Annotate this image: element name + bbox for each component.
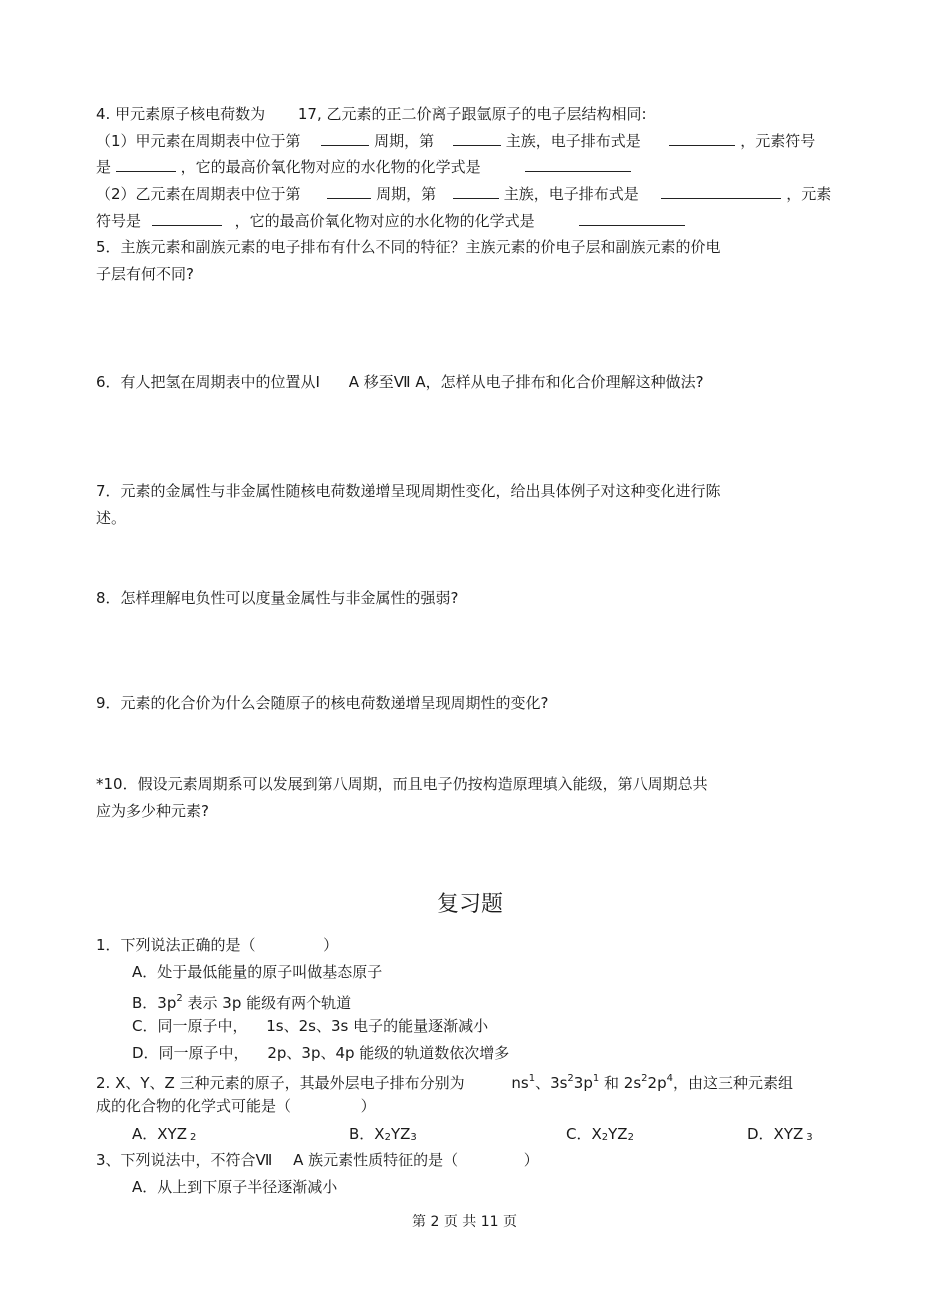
r2-formula-3-a: 和 2s [599, 1074, 642, 1092]
r2-stem-line2 [96, 1096, 376, 1116]
r1-option-d-a: D．同一原子中， [132, 1044, 249, 1062]
q4-part1-line2 [96, 157, 631, 177]
r2-option-c-sub2: 2 [627, 1132, 634, 1143]
r1-paren-close: ） [323, 936, 339, 954]
r3-close: ） [523, 1151, 539, 1169]
r2-formula-2-a: 、3s [535, 1074, 568, 1092]
q4-stem-number: 17, [297, 105, 322, 123]
r2-option-d-sub: 3 [806, 1132, 813, 1143]
answer-paren-space[interactable] [296, 1097, 356, 1111]
r2-formula-2-b: 3p [573, 1074, 593, 1092]
answer-blank[interactable] [327, 184, 371, 199]
answer-blank[interactable] [116, 157, 176, 172]
r2-option-b [349, 1124, 417, 1148]
r2-option-c-text-b: YZ [608, 1125, 628, 1143]
r1-option-d [132, 1043, 509, 1063]
answer-blank[interactable] [579, 211, 685, 226]
q4-p2-text-e: 符号是 [96, 212, 142, 230]
r2-formula-2-sup2: 1 [592, 1073, 600, 1084]
r1-option-b-post: 表示 3p 能级有两个轨道 [182, 994, 352, 1012]
answer-blank[interactable] [525, 157, 631, 172]
r2-formula-3 [599, 1074, 673, 1092]
r2-option-a [132, 1124, 196, 1148]
answer-blank[interactable] [152, 211, 222, 226]
r1-option-b-pre: B．3p [132, 994, 177, 1012]
r1-stem-text: 1．下列说法正确的是（ [96, 936, 256, 954]
r1-option-c-a: C．同一原子中， [132, 1017, 248, 1035]
q5-line2: 子层有何不同? [96, 265, 194, 283]
answer-blank[interactable] [453, 131, 501, 146]
r1-option-b [132, 989, 351, 1013]
r2-formula-1-sup: 1 [528, 1073, 536, 1084]
q4-p2-text-a: （2）乙元素在周期表中位于第 [96, 185, 301, 203]
r3-stem-text-a: 3、下列说法中，不符合Ⅶ [96, 1151, 273, 1169]
answer-blank[interactable] [669, 131, 735, 146]
q6-text-a: 6．有人把氢在周期表中的位置从Ⅰ [96, 373, 320, 391]
r2-option-b-sub1: 2 [384, 1132, 391, 1143]
r2-stem-line1 [96, 1069, 793, 1093]
answer-paren-space[interactable] [463, 1151, 519, 1165]
answer-blank[interactable] [453, 184, 499, 199]
q4-part2-line1 [96, 184, 831, 204]
r2-formula-3-sup2: 4 [666, 1073, 673, 1084]
page-footer [412, 1212, 517, 1232]
r3-stem [96, 1150, 539, 1170]
r2-option-a-sub: 2 [189, 1132, 197, 1143]
r2-formula-2-sup1: 2 [567, 1073, 574, 1084]
footer-text-a: 第 [412, 1214, 426, 1230]
q8-text: 8．怎样理解电负性可以度量金属性与非金属性的强弱? [96, 589, 459, 607]
r2-formula-1: ns [511, 1074, 529, 1092]
r2-option-c-text-a: C．X [566, 1125, 602, 1143]
answer-blank[interactable] [661, 184, 781, 199]
r1-stem [96, 935, 338, 955]
r1-option-c [132, 1016, 488, 1036]
q10-line1: *10．假设元素周期系可以发展到第八周期，而且电子仍按构造原理填入能级，第八周期总共 [96, 775, 708, 793]
q4-p2-text-d: ，元素 [786, 185, 832, 203]
q4-p1-text-c: 主族，电子排布式是 [505, 132, 641, 150]
r2-formula-2 [535, 1074, 599, 1092]
q4-p1-text-a: （1）甲元素在周期表中位于第 [96, 132, 301, 150]
r2-option-d-text: D．XYZ [747, 1125, 804, 1143]
r2-option-d [747, 1124, 813, 1148]
r2-option-b-sub2: 3 [410, 1132, 417, 1143]
footer-total-pages: 11 [480, 1214, 499, 1230]
r2-line2-close: ） [360, 1097, 376, 1115]
q4-p2-text-c: 主族，电子排布式是 [503, 185, 639, 203]
r3-stem-text-b: A 族元素性质特征的是（ [293, 1151, 459, 1169]
r2-line2-text: 成的化合物的化学式可能是（ [96, 1097, 292, 1115]
r1-option-c-b: 1s、2s、3s 电子的能量逐渐减小 [266, 1017, 489, 1035]
answer-blank[interactable] [321, 131, 369, 146]
q7-line1: 7．元素的金属性与非金属性随核电荷数递增呈现周期性变化，给出具体例子对这种变化进行陈 [96, 482, 721, 500]
footer-text-c: 页 [503, 1214, 518, 1230]
q9-text: 9．元素的化合价为什么会随原子的核电荷数递增呈现周期性的变化? [96, 694, 549, 712]
r2-option-c-sub1: 2 [601, 1132, 609, 1143]
r1-option-a: A．处于最低能量的原子叫做基态原子 [132, 963, 383, 981]
r1-option-b-sup: 2 [176, 993, 183, 1004]
q10-line2: 应为多少种元素? [96, 802, 209, 820]
footer-text-b: 页 共 [443, 1214, 477, 1230]
r1-option-d-b: 2p、3p、4p 能级的轨道数依次增多 [267, 1044, 510, 1062]
q4-stem-text-a: 4. 甲元素原子核电荷数为 [96, 105, 266, 123]
r2-stem-text-b: ，由这三种元素组 [672, 1074, 793, 1092]
review-section-title: 复习题 [437, 892, 504, 917]
q4-p1-text-e: 是 [96, 158, 112, 176]
footer-page-number: 2 [430, 1214, 440, 1230]
r2-option-c [566, 1124, 634, 1148]
q4-p1-text-f: ，它的最高价氧化物对应的水化物的化学式是 [180, 158, 481, 176]
q4-p1-text-b: 周期，第 [374, 132, 435, 150]
r2-option-a-text: A．XYZ [132, 1125, 187, 1143]
q7-line2: 述。 [96, 509, 127, 527]
q4-p1-text-d: ，元素符号 [740, 132, 816, 150]
q4-p2-text-f: ，它的最高价氧化物对应的水化物的化学式是 [234, 212, 535, 230]
q5-line1: 5．主族元素和副族元素的电子排布有什么不同的特征？主族元素的价电子层和副族元素的价电 [96, 238, 721, 256]
q6-text-b: A 移至Ⅶ A，怎样从电子排布和化合价理解这种做法? [348, 373, 704, 391]
answer-paren-space[interactable] [260, 936, 318, 950]
q4-part1-line1 [96, 131, 815, 151]
r2-formula-3-b: 2p [647, 1074, 667, 1092]
r3-option-a: A．从上到下原子半径逐渐减小 [132, 1178, 338, 1196]
q6-text [96, 372, 704, 392]
q4-stem [96, 104, 647, 124]
q4-part2-line2 [96, 211, 685, 231]
r2-formula-3-sup1: 2 [641, 1073, 648, 1084]
r2-stem-text-a: 2. X、Y、Z 三种元素的原子，其最外层电子排布分别为 [96, 1074, 465, 1092]
r2-option-b-text-b: YZ [390, 1125, 411, 1143]
q4-p2-text-b: 周期，第 [376, 185, 437, 203]
q4-stem-text-b: 乙元素的正二价离子跟氩原子的电子层结构相同: [326, 105, 647, 123]
r2-option-b-text-a: B．X [349, 1125, 385, 1143]
